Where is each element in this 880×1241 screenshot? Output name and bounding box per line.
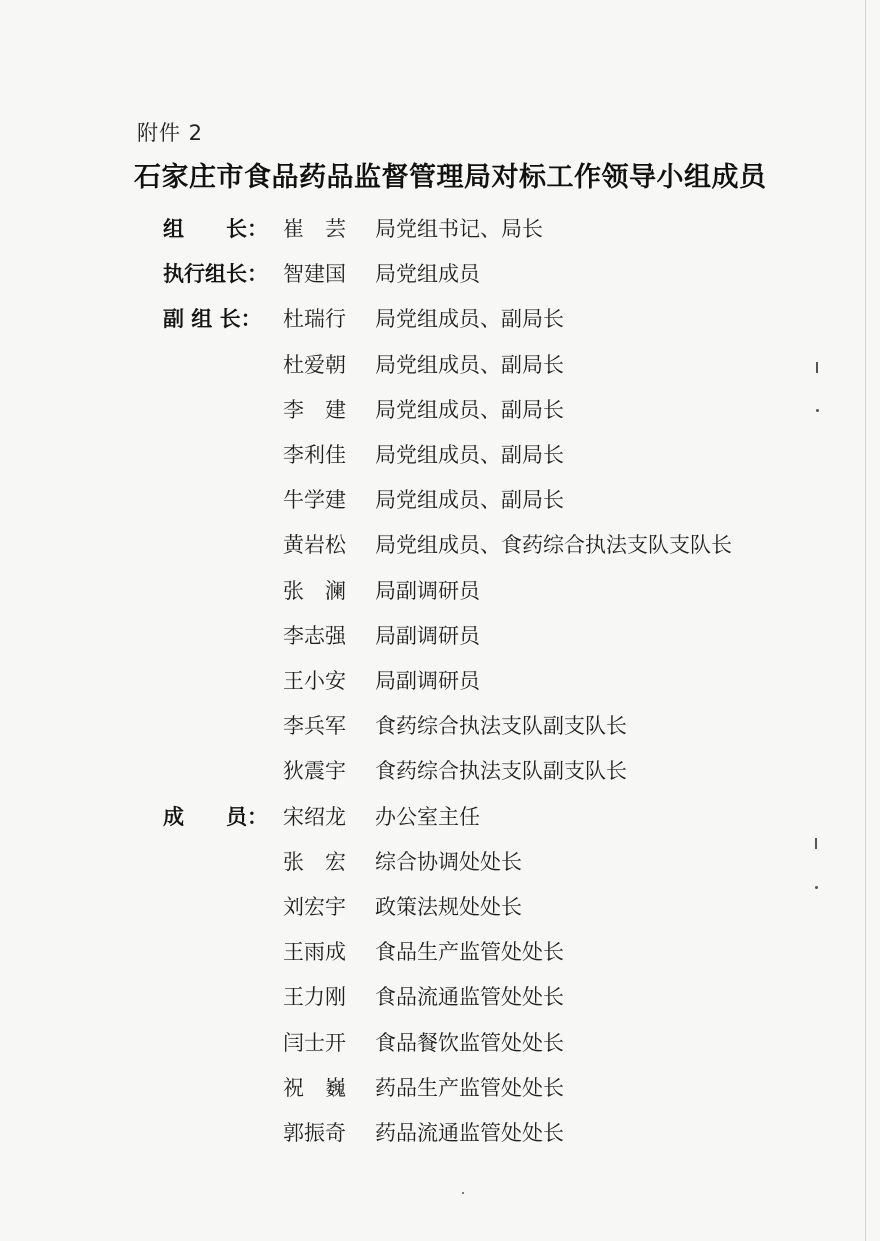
member-name: 杜爱朝 [283,352,346,377]
member-position: 局党组成员、副局长 [375,352,564,377]
member-name: 李 建 [283,397,346,422]
member-name: 张 宏 [283,849,346,874]
member-row [0,573,880,609]
member-row [0,301,880,337]
member-row [0,618,880,654]
member-position: 食药综合执法支队副支队长 [375,714,627,739]
member-position: 药品生产监管处处长 [375,1075,564,1100]
scan-mark [815,886,818,889]
member-name: 宋绍龙 [283,804,346,829]
member-name: 祝 巍 [283,1075,346,1100]
member-name: 李利佳 [283,443,346,467]
member-row [0,889,880,925]
member-position: 综合协调处处长 [375,849,522,874]
member-name: 王力刚 [283,985,346,1010]
member-position: 局党组书记、局长 [375,217,543,241]
member-name: 智建国 [283,262,346,287]
member-position: 食品餐饮监管处处长 [375,1030,564,1055]
member-position: 局党组成员 [375,262,480,287]
member-role: 组 长： [163,217,268,241]
member-name: 崔 芸 [283,217,346,241]
scan-mark [462,1192,464,1194]
member-name: 王雨成 [283,940,346,965]
member-row [0,527,880,563]
member-row [0,1025,880,1061]
member-name: 王小安 [283,669,346,693]
member-role: 成 员： [163,804,268,829]
member-position: 食药综合执法支队副支队长 [375,759,627,784]
member-position: 局副调研员 [375,669,480,693]
member-position: 药品流通监管处处长 [375,1121,564,1145]
member-name: 狄震宇 [283,759,346,784]
member-row [0,211,880,247]
member-name: 牛学建 [283,488,346,513]
member-name: 闫士开 [283,1030,346,1055]
member-position: 局党组成员、副局长 [375,307,564,332]
scan-mark [815,838,817,849]
member-row [0,347,880,383]
member-row [0,979,880,1015]
member-row [0,482,880,518]
member-row [0,799,880,835]
member-name: 李兵军 [283,714,346,739]
member-position: 局副调研员 [375,578,480,603]
member-name: 刘宏宇 [283,895,346,919]
member-name: 杜瑞行 [283,307,346,332]
member-position: 局党组成员、副局长 [375,443,564,467]
member-name: 张 澜 [283,578,346,603]
scan-mark [816,409,819,412]
member-position: 办公室主任 [375,804,480,829]
member-row [0,934,880,970]
member-position: 局党组成员、副局长 [375,397,564,422]
member-position: 食品流通监管处处长 [375,985,564,1010]
member-row [0,256,880,292]
member-position: 局党组成员、食药综合执法支队支队长 [375,533,732,558]
member-position: 局副调研员 [375,623,480,648]
member-name: 郭振奇 [283,1121,346,1145]
member-position: 食品生产监管处处长 [375,940,564,965]
member-role: 副 组 长： [163,307,262,332]
member-position: 政策法规处处长 [375,895,522,919]
member-row [0,663,880,699]
member-row [0,708,880,744]
member-row [0,844,880,880]
member-position: 局党组成员、副局长 [375,488,564,513]
member-row [0,753,880,789]
member-name: 李志强 [283,623,346,648]
member-name: 黄岩松 [283,533,346,558]
member-row [0,1115,880,1151]
member-role: 执行组长： [163,262,268,287]
scan-mark [816,362,818,373]
document-title: 石家庄市食品药品监督管理局对标工作领导小组成员 [134,162,767,193]
member-row [0,1070,880,1106]
attachment-label: 附件 2 [137,121,204,145]
member-row [0,392,880,428]
member-row [0,437,880,473]
